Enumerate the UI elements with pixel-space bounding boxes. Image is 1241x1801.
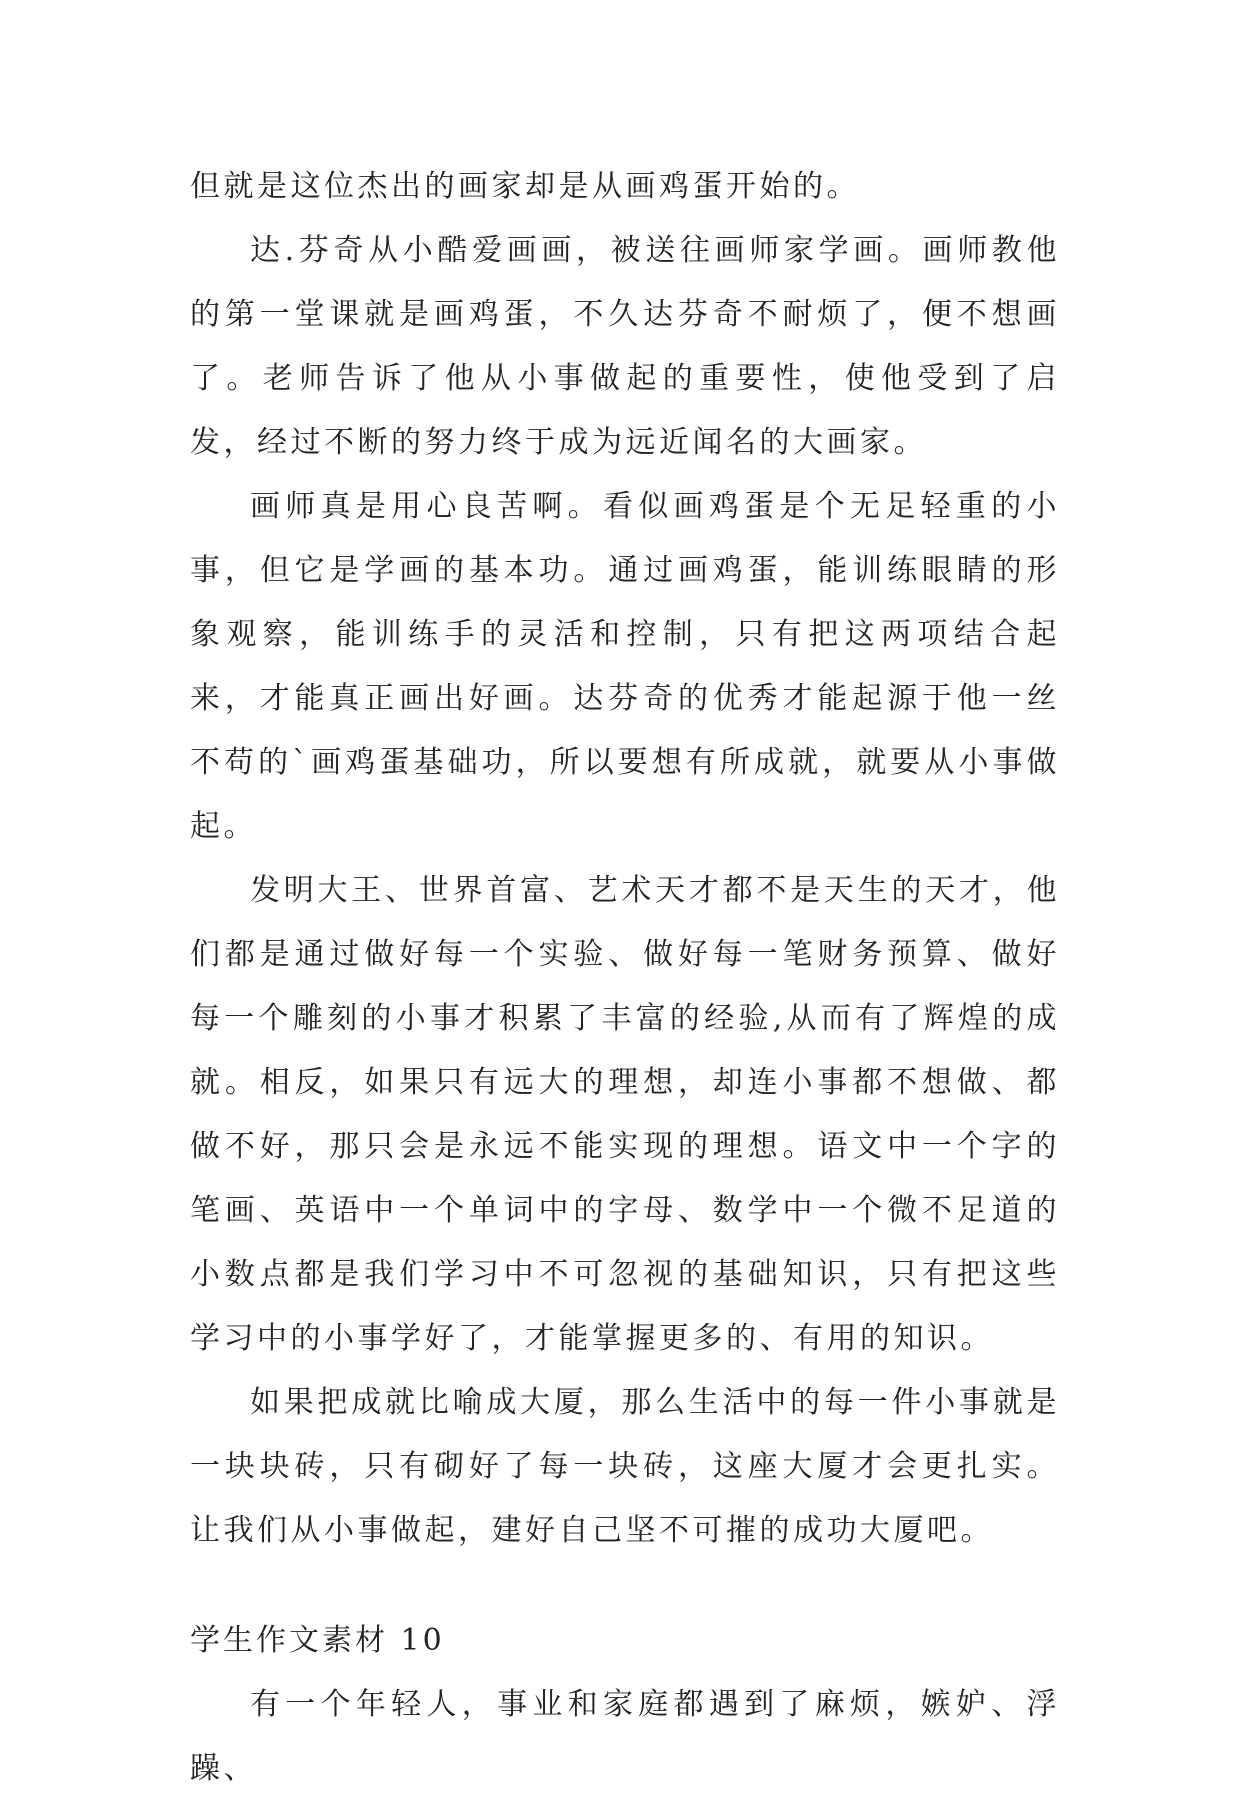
document-page xyxy=(190,155,1060,1801)
paragraph-5: 如果把成就比喻成大厦，那么生活中的每一件小事就是一块块砖，只有砌好了每一块砖，这座大厦才会更扎实。让我们从小事做起，建好自己坚不可摧的成功大厦吧。 xyxy=(190,1385,1060,1548)
paragraph-4: 发明大王、世界首富、艺术天才都不是天生的天才，他们都是通过做好每一个实验、做好每一笔财务预算、做好每一个雕刻的小事才积累了丰富的经验,从而有了辉煌的成就。相反，如果只有远大的理想，却连小事都不想做、都做不好，那只会是永远不能实现的理想。语文中一个字的笔画、英语中一个单词中的字母、数学中一个微不足道的小数点都是我们学习中不可忽视的基础知识，只有把这些学习中的小事学好了，才能掌握更多的、有用的知识。 xyxy=(190,873,1060,1356)
paragraph-2: 达.芬奇从小酷爱画画，被送往画师家学画。画师教他的第一堂课就是画鸡蛋，不久达芬奇不耐烦了，便不想画了。老师告诉了他从小事做起的重要性，使他受到了启发，经过不断的努力终于成为远近闻名的大画家。 xyxy=(190,233,1060,460)
paragraph-1: 但就是这位杰出的画家却是从画鸡蛋开始的。 xyxy=(190,169,860,204)
section-paragraph-1: 有一个年轻人，事业和家庭都遇到了麻烦，嫉妒、浮躁、 xyxy=(190,1687,1060,1786)
section-heading: 学生作文素材 10 xyxy=(190,1623,445,1658)
paragraph-3: 画师真是用心良苦啊。看似画鸡蛋是个无足轻重的小事，但它是学画的基本功。通过画鸡蛋，能训练眼睛的形象观察，能训练手的灵活和控制，只有把这两项结合起来，才能真正画出好画。达芬奇的优秀才能起源于他一丝不苟的`画鸡蛋基础功，所以要想有所成就，就要从小事做起。 xyxy=(190,489,1060,844)
